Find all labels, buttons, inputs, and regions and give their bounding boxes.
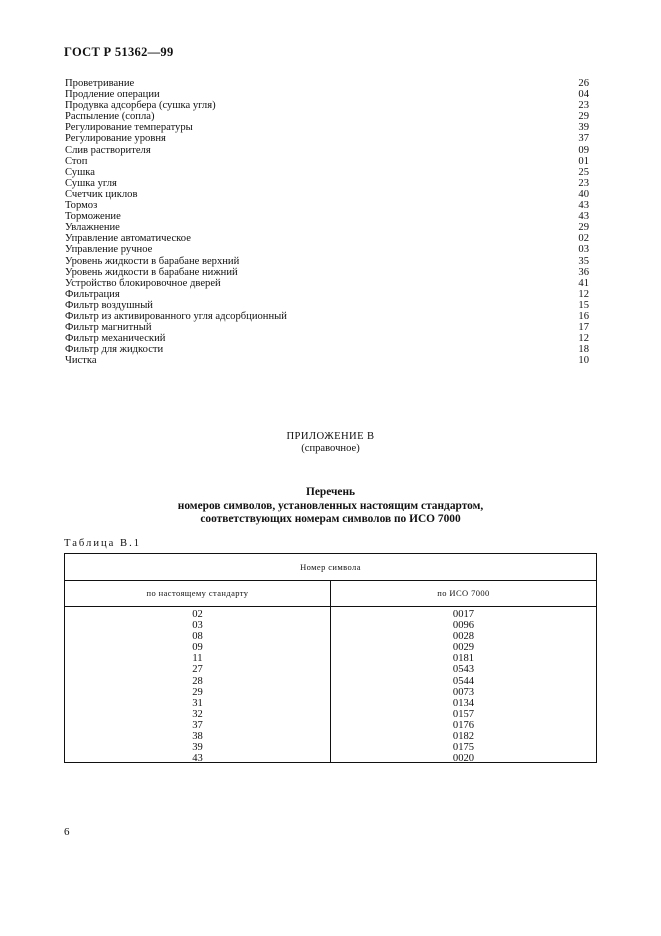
table-cell-this-standard: 27 — [192, 664, 203, 676]
table-cell-iso-7000: 0176 — [452, 719, 475, 731]
index-term: Слив растворителя — [65, 144, 151, 156]
index-row — [65, 189, 589, 200]
table-cell-this-standard: 32 — [192, 708, 203, 720]
index-symbol-number: 26 — [578, 78, 589, 89]
index-row — [65, 233, 589, 244]
index-term: Чистка — [65, 355, 97, 367]
index-row — [65, 267, 589, 278]
index-term: Стоп — [65, 155, 88, 167]
index-row — [65, 322, 589, 333]
index-term: Продувка адсорбера (сушка угля) — [65, 100, 216, 112]
index-symbol-number: 01 — [578, 155, 589, 167]
table-cell-iso-7000: 0020 — [452, 753, 475, 765]
table-cell-this-standard: 43 — [192, 753, 203, 765]
index-row — [65, 344, 589, 355]
index-term: Устройство блокировочное дверей — [65, 277, 221, 289]
index-row — [65, 89, 589, 100]
index-symbol-number: 12 — [578, 333, 589, 345]
table-label: Таблица В.1 — [64, 538, 142, 549]
symbol-index-list — [65, 78, 589, 366]
table-cell-this-standard: 39 — [192, 742, 203, 754]
index-term: Сушка — [65, 166, 95, 178]
index-symbol-number: 29 — [578, 222, 589, 234]
index-symbol-number: 03 — [578, 244, 589, 256]
index-symbol-number: 15 — [578, 299, 589, 311]
index-symbol-number: 18 — [578, 344, 589, 356]
index-term: Фильтр механический — [65, 333, 166, 345]
index-row — [65, 133, 589, 144]
table-cell-iso-7000: 0029 — [452, 642, 475, 654]
index-row — [65, 289, 589, 300]
table-cell-this-standard: 03 — [192, 620, 203, 632]
table-cell-iso-7000: 0175 — [452, 742, 475, 754]
index-row — [65, 256, 589, 267]
page-number: 6 — [64, 826, 70, 838]
index-row — [65, 156, 589, 167]
index-row — [65, 300, 589, 311]
list-title — [0, 486, 661, 527]
index-row — [65, 178, 589, 189]
table-cell-this-standard: 29 — [192, 686, 203, 698]
table-cell-this-standard: 28 — [192, 675, 203, 687]
list-title-line-2: номеров символов, установленных настоящим стандартом, — [177, 499, 484, 512]
index-term: Фильтр магнитный — [65, 322, 152, 334]
index-symbol-number: 17 — [578, 322, 589, 334]
appendix-title: ПРИЛОЖЕНИЕ В — [286, 431, 375, 442]
index-row — [65, 200, 589, 211]
index-term: Увлажнение — [65, 222, 120, 234]
column-header-iso-7000: по ИСО 7000 — [437, 588, 490, 598]
index-term: Счетчик циклов — [65, 188, 138, 200]
index-row — [65, 100, 589, 111]
index-row — [65, 244, 589, 255]
index-symbol-number: 37 — [578, 133, 589, 145]
index-term: Управление автоматическое — [65, 233, 191, 245]
index-symbol-number: 12 — [578, 288, 589, 300]
index-term: Сушка угля — [65, 177, 117, 189]
index-symbol-number: 43 — [578, 200, 589, 212]
table-cell-this-standard: 31 — [192, 697, 203, 709]
index-row — [65, 78, 589, 89]
index-symbol-number: 23 — [578, 100, 589, 112]
index-symbol-number: 36 — [578, 266, 589, 278]
index-symbol-number: 10 — [578, 355, 589, 367]
column-header-this-standard: по настоящему стандарту — [65, 581, 331, 606]
index-term: Проветривание — [65, 78, 135, 89]
index-term: Тормоз — [65, 200, 98, 212]
index-term: Уровень жидкости в барабане верхний — [65, 255, 240, 267]
index-row — [65, 222, 589, 233]
index-symbol-number: 35 — [578, 255, 589, 267]
index-symbol-number: 02 — [578, 233, 589, 245]
index-row — [65, 111, 589, 122]
document-header: ГОСТ Р 51362—99 — [64, 45, 174, 59]
table-cell-iso-7000: 0073 — [452, 686, 475, 698]
list-title-line-1: Перечень — [305, 486, 356, 498]
table-cell-this-standard: 37 — [192, 719, 203, 731]
table-cell-iso-7000: 0134 — [452, 697, 475, 709]
index-term: Продление операции — [65, 89, 160, 101]
table-column-headers — [65, 581, 596, 607]
symbol-table — [64, 553, 597, 763]
table-cell-this-standard: 09 — [192, 642, 203, 654]
table-cell-iso-7000: 0017 — [452, 609, 475, 620]
column-iso-7000 — [331, 607, 596, 765]
table-cell-this-standard: 08 — [192, 631, 203, 643]
index-row — [65, 355, 589, 366]
table-header-symbol-number: Номер символа — [65, 554, 596, 581]
index-row — [65, 122, 589, 133]
index-symbol-number: 16 — [578, 310, 589, 322]
index-symbol-number: 04 — [578, 89, 589, 101]
index-term: Распыление (сопла) — [65, 111, 155, 123]
index-symbol-number: 39 — [578, 122, 589, 134]
index-row — [65, 333, 589, 344]
list-title-line-3: соответствующих номерам символов по ИСО 7000 — [200, 513, 461, 525]
table-body — [65, 607, 596, 765]
table-cell-iso-7000: 0096 — [452, 620, 475, 632]
appendix-subtitle: (справочное) — [301, 443, 360, 454]
table-cell-this-standard: 02 — [192, 609, 203, 620]
index-term: Фильтр для жидкости — [65, 344, 164, 356]
table-cell-this-standard: 38 — [192, 731, 203, 743]
table-cell-iso-7000: 0181 — [452, 653, 475, 665]
index-term: Фильтр воздушный — [65, 299, 153, 311]
table-cell-iso-7000: 0182 — [452, 731, 475, 743]
index-term: Управление ручное — [65, 244, 153, 256]
table-cell-iso-7000: 0028 — [452, 631, 475, 643]
index-symbol-number: 43 — [578, 211, 589, 223]
column-this-standard — [65, 607, 331, 765]
table-cell-iso-7000: 0157 — [452, 708, 475, 720]
index-symbol-number: 29 — [578, 111, 589, 123]
index-row — [65, 167, 589, 178]
index-row — [65, 145, 589, 156]
index-term: Уровень жидкости в барабане нижний — [65, 266, 238, 278]
index-symbol-number: 40 — [578, 188, 589, 200]
index-symbol-number: 09 — [578, 144, 589, 156]
index-term: Фильтрация — [65, 288, 120, 300]
index-symbol-number: 25 — [578, 166, 589, 178]
index-term: Регулирование уровня — [65, 133, 166, 145]
index-row — [65, 311, 589, 322]
table-cell-iso-7000: 0544 — [452, 675, 475, 687]
index-symbol-number: 41 — [578, 277, 589, 289]
index-symbol-number: 23 — [578, 177, 589, 189]
table-cell-iso-7000: 0543 — [452, 664, 475, 676]
table-cell-this-standard: 11 — [192, 653, 203, 665]
index-row — [65, 278, 589, 289]
index-term: Фильтр из активированного угля адсорбционный — [65, 310, 287, 322]
index-term: Регулирование температуры — [65, 122, 193, 134]
index-term: Торможение — [65, 211, 121, 223]
index-row — [65, 211, 589, 222]
